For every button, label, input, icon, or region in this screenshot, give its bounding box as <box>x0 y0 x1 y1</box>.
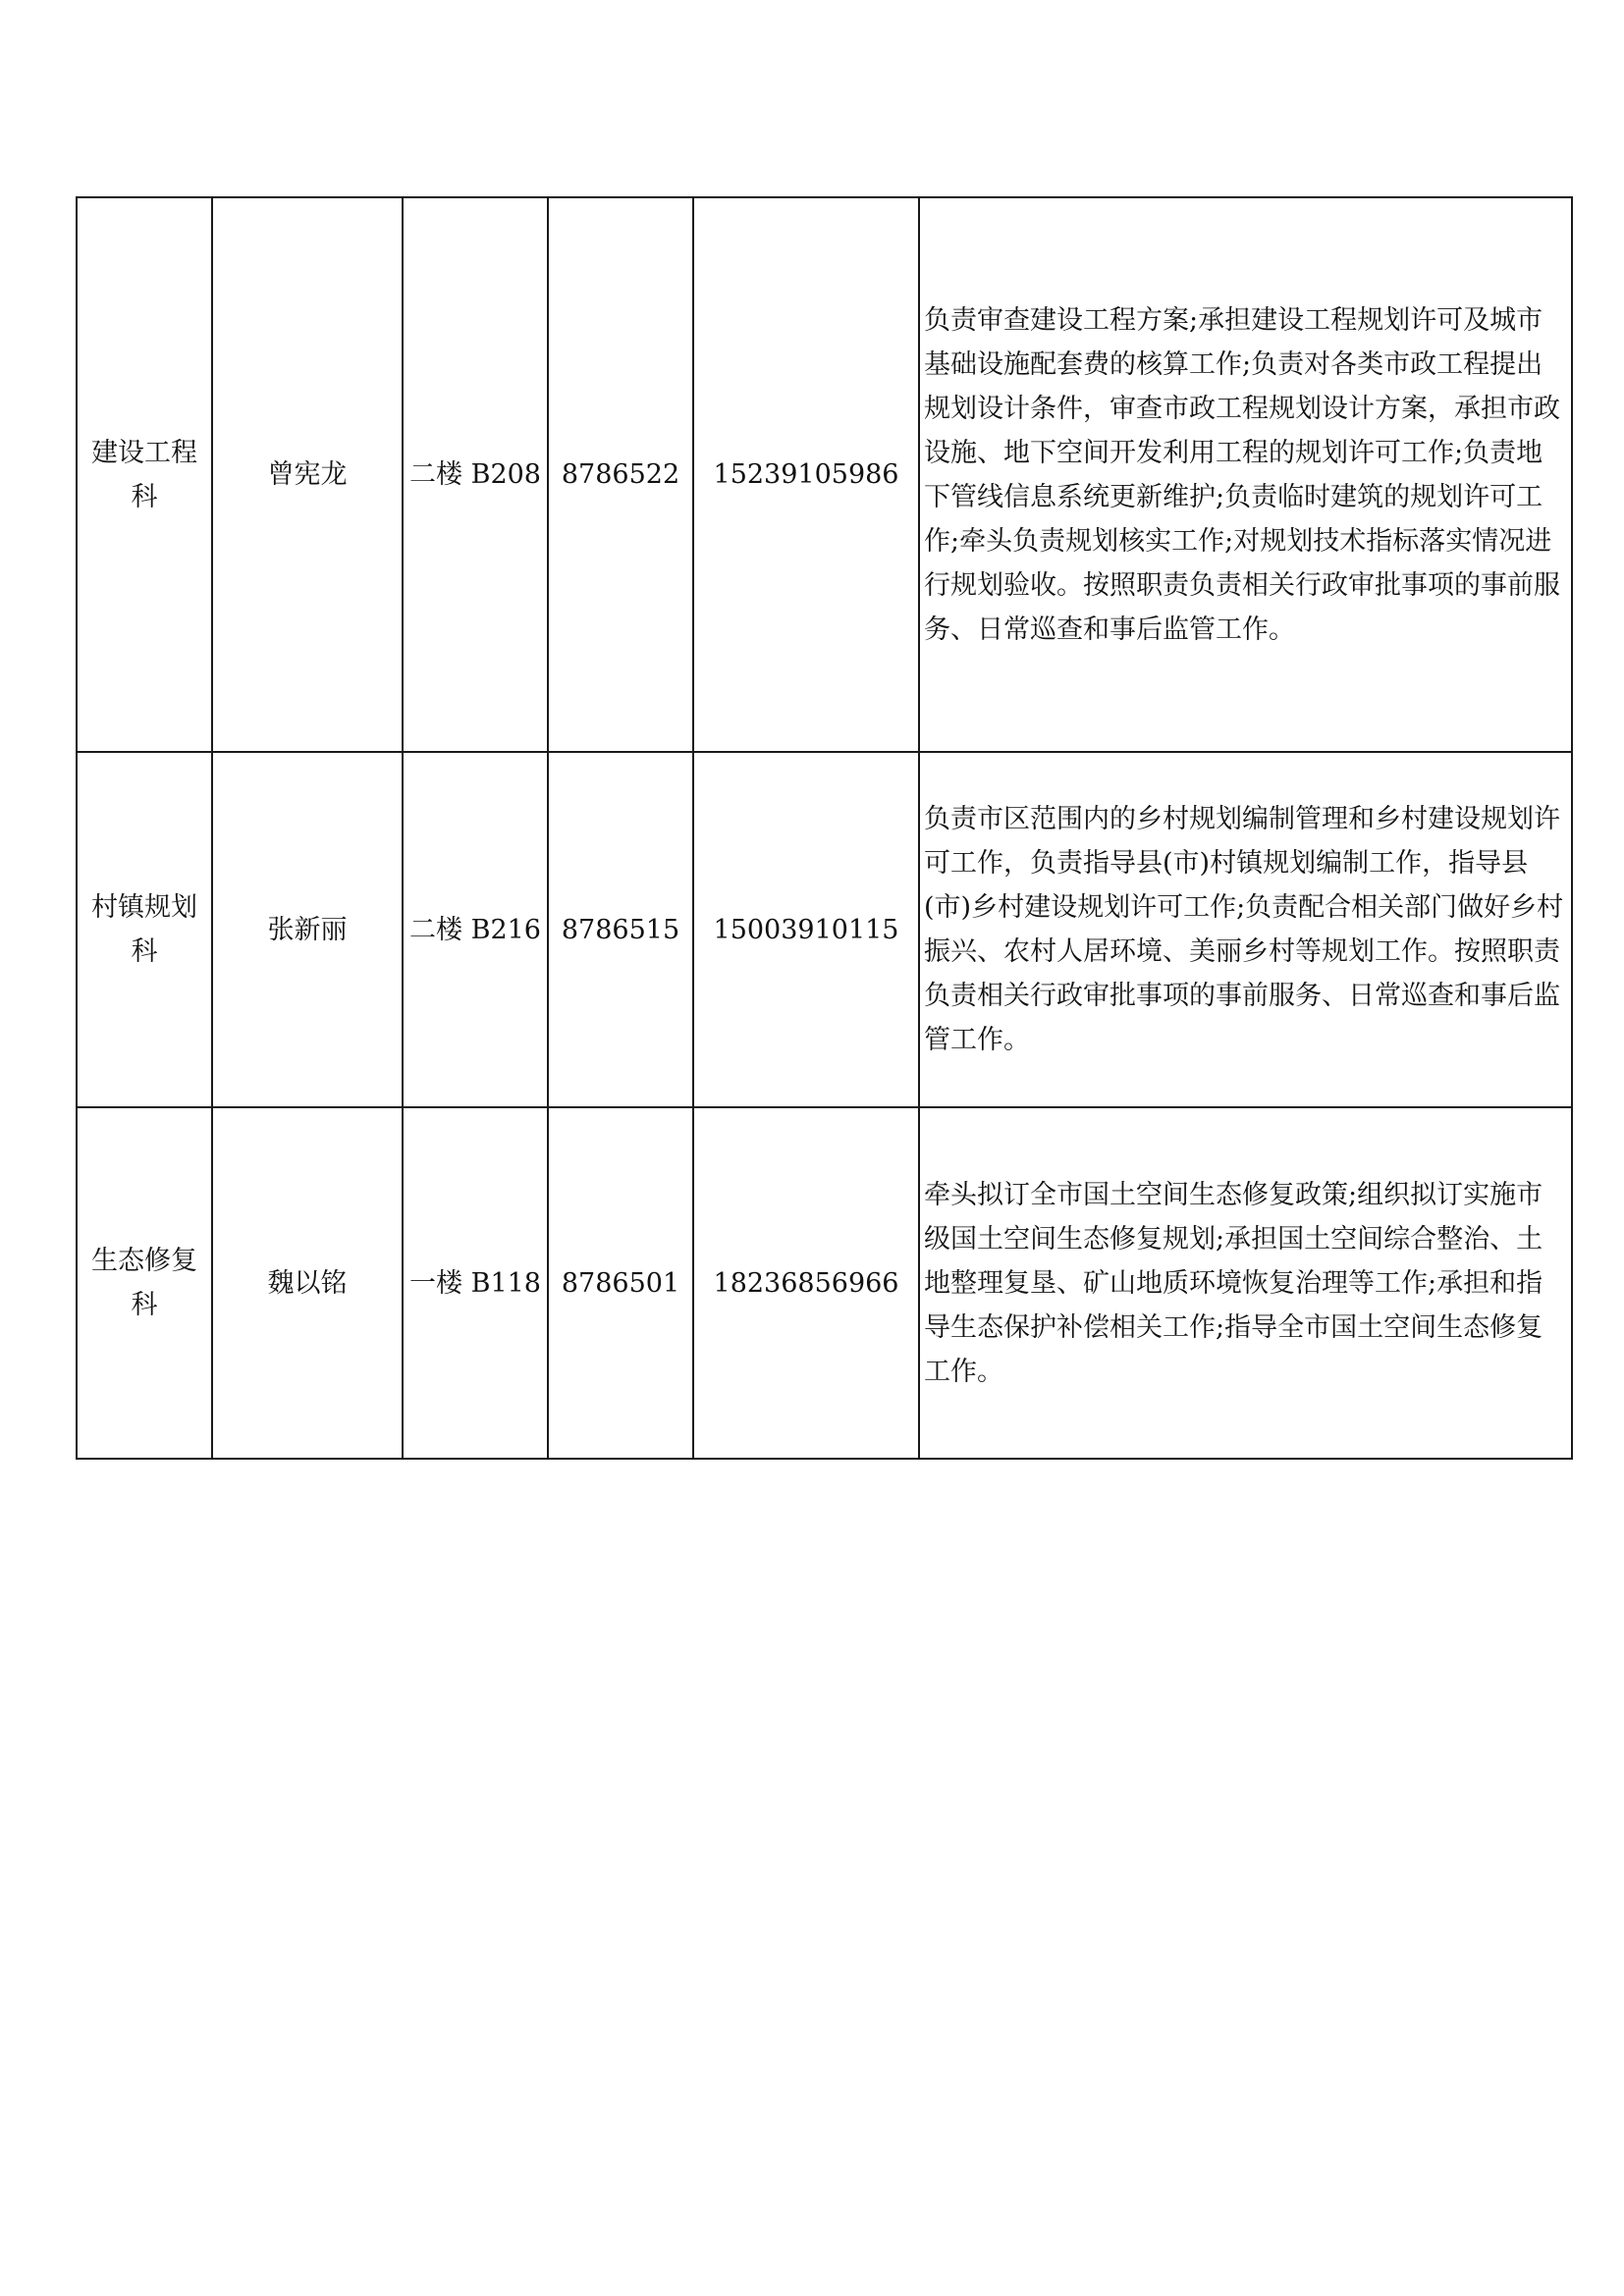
department-name: 建设工程科 <box>91 437 197 512</box>
department-contact-table <box>76 196 1573 1460</box>
table-row <box>77 752 1572 1107</box>
table-row <box>77 1107 1572 1459</box>
office-cell: 一楼 B118 <box>403 1107 548 1459</box>
department-cell <box>77 752 212 1107</box>
mobile-cell: 18236856966 <box>693 1107 919 1459</box>
person-cell: 曾宪龙 <box>212 197 403 752</box>
person-cell: 张新丽 <box>212 752 403 1107</box>
person-cell: 魏以铭 <box>212 1107 403 1459</box>
mobile-cell: 15003910115 <box>693 752 919 1107</box>
phone-cell: 8786522 <box>548 197 693 752</box>
phone-cell: 8786515 <box>548 752 693 1107</box>
duties-cell: 牵头拟订全市国土空间生态修复政策;组织拟订实施市级国土空间生态修复规划;承担国土空间综合整治、土地整理复垦、矿山地质环境恢复治理等工作;承担和指导生态保护补偿相关工作;指导全市国土空间生态修复工作。 <box>919 1107 1572 1459</box>
department-cell <box>77 197 212 752</box>
office-cell: 二楼 B208 <box>403 197 548 752</box>
mobile-cell: 15239105986 <box>693 197 919 752</box>
office-cell: 二楼 B216 <box>403 752 548 1107</box>
phone-cell: 8786501 <box>548 1107 693 1459</box>
table-row <box>77 197 1572 752</box>
department-cell <box>77 1107 212 1459</box>
department-name: 生态修复科 <box>91 1246 197 1320</box>
duties-cell: 负责审查建设工程方案;承担建设工程规划许可及城市基础设施配套费的核算工作;负责对各类市政工程提出规划设计条件，审查市政工程规划设计方案，承担市政设施、地下空间开发利用工程的规划许可工作;负责地下管线信息系统更新维护;负责临时建筑的规划许可工作;牵头负责规划核实工作;对规划技术指标落实情况进行规划验收。按照职责负责相关行政审批事项的事前服务、日常巡查和事后监管工作。 <box>919 197 1572 752</box>
department-name: 村镇规划科 <box>91 892 197 967</box>
duties-cell: 负责市区范围内的乡村规划编制管理和乡村建设规划许可工作，负责指导县(市)村镇规划编制工作，指导县(市)乡村建设规划许可工作;负责配合相关部门做好乡村振兴、农村人居环境、美丽乡村等规划工作。按照职责负责相关行政审批事项的事前服务、日常巡查和事后监管工作。 <box>919 752 1572 1107</box>
